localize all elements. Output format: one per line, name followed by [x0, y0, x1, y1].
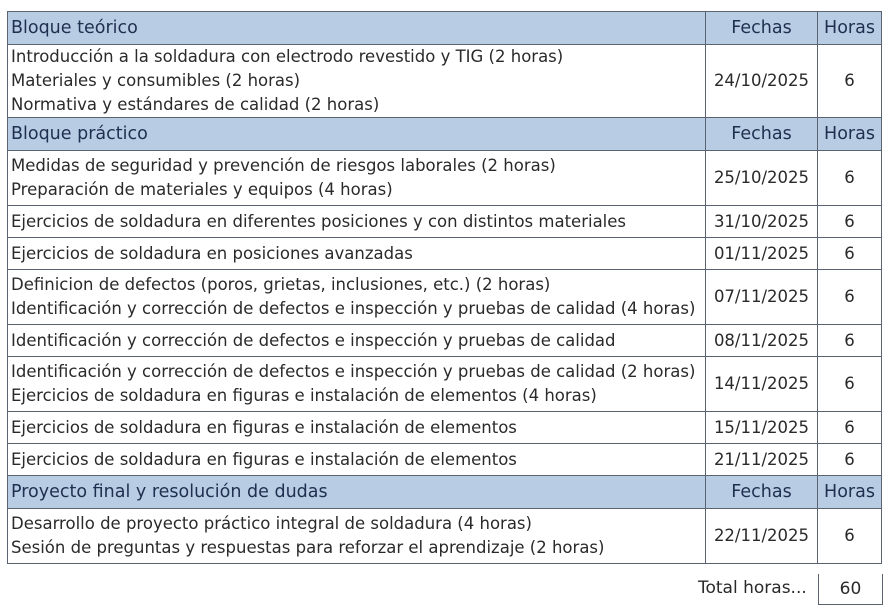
dates-column-header: Fechas — [706, 118, 818, 151]
session-line: Materiales y consumibles (2 horas) — [11, 71, 301, 90]
session-date: 21/11/2025 — [706, 444, 818, 476]
dates-column-header: Fechas — [706, 476, 818, 509]
hours-column-header: Horas — [818, 476, 882, 509]
table-row — [8, 509, 882, 564]
section-title: Proyecto final y resolución de dudas — [8, 476, 706, 509]
session-line: Identificación y corrección de defectos e inspección y pruebas de calidad (2 horas) — [11, 362, 696, 381]
session-description — [8, 357, 706, 412]
section-title: Bloque práctico — [8, 118, 706, 151]
session-description — [8, 444, 706, 476]
table-row — [8, 357, 882, 412]
session-line: Identificación y corrección de defectos e inspección y pruebas de calidad — [11, 330, 616, 350]
session-hours: 6 — [818, 444, 882, 476]
session-description — [8, 151, 706, 206]
session-line: Normativa y estándares de calidad (2 horas) — [11, 95, 380, 114]
session-description — [8, 206, 706, 238]
hours-column-header: Horas — [818, 12, 882, 45]
session-description — [8, 509, 706, 564]
session-hours: 6 — [818, 509, 882, 564]
table-row — [8, 270, 882, 325]
schedule-container — [7, 11, 881, 564]
section-header — [8, 476, 882, 509]
total-hours-label: Total horas... — [698, 578, 807, 598]
session-date: 24/10/2025 — [706, 45, 818, 118]
session-line: Desarrollo de proyecto práctico integral de soldadura (4 horas) — [11, 514, 532, 533]
total-hours-row — [688, 574, 881, 606]
session-description — [8, 270, 706, 325]
session-hours: 6 — [818, 238, 882, 270]
session-hours: 6 — [818, 206, 882, 238]
session-date: 01/11/2025 — [706, 238, 818, 270]
total-hours-value: 60 — [818, 574, 883, 605]
table-row — [8, 325, 882, 357]
table-row — [8, 444, 882, 476]
session-hours: 6 — [818, 412, 882, 444]
section-header — [8, 12, 882, 45]
session-hours: 6 — [818, 270, 882, 325]
dates-column-header: Fechas — [706, 12, 818, 45]
session-line: Introducción a la soldadura con electrodo revestido y TIG (2 horas) — [11, 47, 564, 66]
session-line: Ejercicios de soldadura en posiciones avanzadas — [11, 243, 413, 263]
session-description — [8, 412, 706, 444]
table-row — [8, 206, 882, 238]
session-date: 08/11/2025 — [706, 325, 818, 357]
session-line: Ejercicios de soldadura en figuras e instalación de elementos (4 horas) — [11, 386, 597, 405]
section-header — [8, 118, 882, 151]
session-hours: 6 — [818, 45, 882, 118]
session-line: Ejercicios de soldadura en figuras e instalación de elementos — [11, 417, 517, 437]
session-line: Medidas de seguridad y prevención de riesgos laborales (2 horas) — [11, 156, 556, 175]
session-line: Ejercicios de soldadura en diferentes posiciones y con distintos materiales — [11, 211, 627, 231]
table-row — [8, 45, 882, 118]
table-row — [8, 151, 882, 206]
session-line: Sesión de preguntas y respuestas para reforzar el aprendizaje (2 horas) — [11, 538, 605, 557]
session-date: 07/11/2025 — [706, 270, 818, 325]
table-row — [8, 238, 882, 270]
session-description — [8, 238, 706, 270]
session-date: 31/10/2025 — [706, 206, 818, 238]
session-date: 25/10/2025 — [706, 151, 818, 206]
session-hours: 6 — [818, 325, 882, 357]
session-line: Ejercicios de soldadura en figuras e instalación de elementos — [11, 449, 517, 469]
session-hours: 6 — [818, 151, 882, 206]
session-line: Preparación de materiales y equipos (4 horas) — [11, 180, 393, 199]
section-title: Bloque teórico — [8, 12, 706, 45]
hours-column-header: Horas — [818, 118, 882, 151]
session-date: 15/11/2025 — [706, 412, 818, 444]
session-description — [8, 45, 706, 118]
schedule-table — [7, 11, 882, 564]
table-row — [8, 412, 882, 444]
session-date: 22/11/2025 — [706, 509, 818, 564]
session-description — [8, 325, 706, 357]
session-date: 14/11/2025 — [706, 357, 818, 412]
session-hours: 6 — [818, 357, 882, 412]
session-line: Identificación y corrección de defectos e inspección y pruebas de calidad (4 horas) — [11, 299, 696, 318]
session-line: Definicion de defectos (poros, grietas, inclusiones, etc.) (2 horas) — [11, 275, 551, 294]
